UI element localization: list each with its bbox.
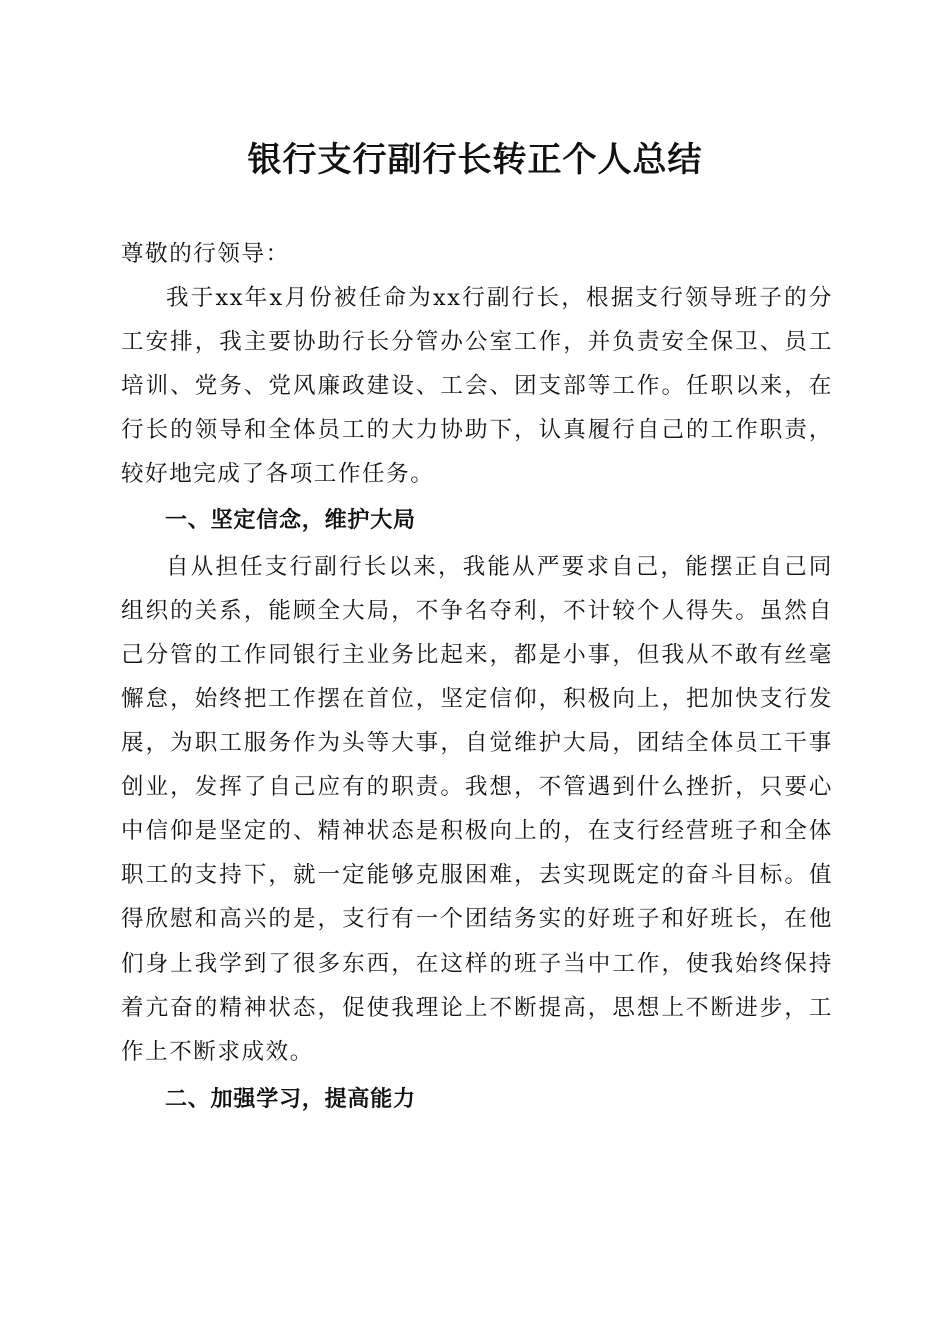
section-heading-1: 一、坚定信念，维护大局 (165, 507, 416, 533)
document-title: 银行支行副行长转正个人总结 (247, 140, 703, 180)
intro-paragraph: 我于xx年x月份被任命为xx行副行长，根据支行领导班子的分工安排，我主要协助行长分管办公室工作，并负责安全保卫、员工培训、党务、党风廉政建设、工会、团支部等工作。任职以来，在行长的领导和全体员工的大力协助下，认真履行自己的工作职责，较好地完成了各项工作任务。 (121, 285, 833, 488)
salutation: 尊敬的行领导： (121, 241, 290, 267)
section-heading-2: 二、加强学习，提高能力 (165, 1086, 416, 1112)
section-paragraph-1: 自从担任支行副行长以来，我能从严要求自己，能摆正自己同组织的关系，能顾全大局，不争名夺利，不计较个人得失。虽然自己分管的工作同银行主业务比起来，都是小事，但我从不敢有丝毫懈怠，始终把工作摆在首位，坚定信仰，积极向上，把加快支行发展，为职工服务作为头等大事，自觉维护大局，团结全体员工干事创业，发挥了自己应有的职责。我想，不管遇到什么挫折，只要心中信仰是坚定的、精神状态是积极向上的，在支行经营班子和全体职工的支持下，就一定能够克服困难，去实现既定的奋斗目标。值得欣慰和高兴的是，支行有一个团结务实的好班子和好班长，在他们身上我学到了很多东西，在这样的班子当中工作，使我始终保持着亢奋的精神状态，促使我理论上不断提高，思想上不断进步，工作上不断求成效。 (121, 553, 833, 1065)
document-body (121, 232, 833, 1122)
